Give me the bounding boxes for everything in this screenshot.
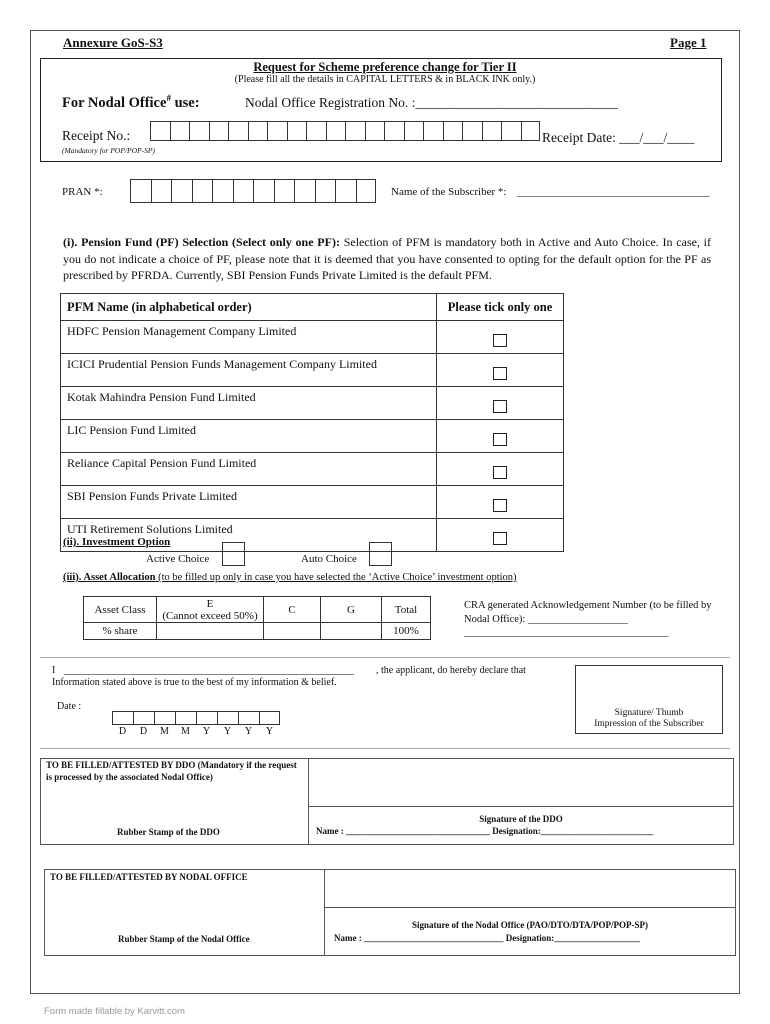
- share-row-label: % share: [84, 623, 157, 640]
- date-cells[interactable]: [112, 711, 280, 725]
- pran-digit-cell[interactable]: [130, 179, 151, 203]
- form-instruction: (Please fill all the details in CAPITAL LETTERS & in BLACK INK only.): [234, 74, 536, 85]
- receipt-label: Receipt No.:: [62, 128, 131, 143]
- auto-choice-checkbox[interactable]: [369, 542, 392, 566]
- receipt-digit-cell[interactable]: [443, 121, 463, 141]
- nodal-office-hdivider: [324, 907, 736, 908]
- pfm-name: SBI Pension Funds Private Limited: [61, 486, 437, 519]
- asset-class-header: Asset Class: [84, 597, 157, 623]
- declaration-i: I: [52, 665, 56, 676]
- equity-share-input[interactable]: [157, 623, 264, 640]
- active-choice-checkbox[interactable]: [222, 542, 245, 566]
- total-header: Total: [382, 597, 431, 623]
- nodal-office-name-field[interactable]: Name : _______________________________ Designation:___________________: [334, 933, 640, 943]
- receipt-digit-cell[interactable]: [287, 121, 307, 141]
- nodal-office-title: TO BE FILLED/ATTESTED BY NODAL OFFICE: [50, 872, 248, 882]
- receipt-digit-cell[interactable]: [326, 121, 346, 141]
- asset-allocation-heading: (iii). Asset Allocation (to be filled up only in case you have selected the ‘Active Choice’ investment option): [63, 572, 517, 583]
- pfm-checkbox[interactable]: [493, 466, 507, 479]
- pfm-name: HDFC Pension Management Company Limited: [61, 321, 437, 354]
- pfm-row: [61, 420, 564, 453]
- date-format-letter: D: [139, 726, 148, 737]
- corporate-share-input[interactable]: [264, 623, 321, 640]
- pfm-row: [61, 387, 564, 420]
- nodal-use-label: For Nodal Office# use:: [62, 93, 200, 111]
- ddo-title: TO BE FILLED/ATTESTED BY DDO (Mandatory if the request is processed by the associated Nodal Office): [46, 760, 297, 782]
- pran-cells[interactable]: [130, 179, 376, 203]
- receipt-digit-cell[interactable]: [306, 121, 326, 141]
- pfm-tick-cell: [437, 321, 564, 354]
- footer-credit: Form made fillable by Karvitt.com: [44, 1006, 185, 1017]
- date-format-letter: Y: [265, 726, 274, 737]
- pfm-row: [61, 486, 564, 519]
- pfm-name: UTI Retirement Solutions Limited: [61, 519, 437, 552]
- form-title: Request for Scheme preference change for Tier II: [253, 60, 517, 74]
- receipt-digit-cell[interactable]: [345, 121, 365, 141]
- pf-selection-heading: (i). Pension Fund (PF) Selection (Select only one PF):: [63, 235, 340, 249]
- declaration-name-field[interactable]: __________________________________________________________: [64, 665, 354, 676]
- page-number: Page 1: [670, 35, 707, 50]
- ddo-divider: [308, 758, 309, 845]
- pfm-checkbox[interactable]: [493, 334, 507, 347]
- annexure-label: Annexure GoS-S3: [63, 35, 163, 50]
- date-format-letter: M: [160, 726, 169, 737]
- pfm-table: [60, 293, 564, 552]
- pran-digit-cell[interactable]: [192, 179, 213, 203]
- corporate-header: C: [264, 597, 321, 623]
- nodal-office-divider: [324, 869, 325, 956]
- total-share-value: 100%: [382, 623, 431, 640]
- ddo-stamp: Rubber Stamp of the DDO: [117, 827, 220, 837]
- investment-option-heading: (ii). Investment Option: [63, 536, 171, 548]
- date-digit-cell[interactable]: [175, 711, 196, 725]
- pf-selection-paragraph: (i). Pension Fund (PF) Selection (Select only one PF): Selection of PFM is mandatory both in Active and Auto Choice. In case, if you do not indicate a choice of PF, please note that it is deemed that you have consented to opting for the default option for the PF as prescribed by PFRDA. Currently, SBI Pension Funds Private Limited is the default PFM.: [63, 235, 712, 282]
- pfm-checkbox[interactable]: [493, 532, 507, 545]
- pfm-checkbox[interactable]: [493, 367, 507, 380]
- cra-ack-line[interactable]: _______________________________________: [464, 627, 669, 638]
- pran-digit-cell[interactable]: [151, 179, 172, 203]
- receipt-digit-cell[interactable]: [267, 121, 287, 141]
- pfm-tick-cell: [437, 387, 564, 420]
- date-digit-cell[interactable]: [238, 711, 259, 725]
- subscriber-name-label: Name of the Subscriber *:: [391, 186, 507, 198]
- receipt-digit-cell[interactable]: [521, 121, 541, 141]
- pfm-name: Kotak Mahindra Pension Fund Limited: [61, 387, 437, 420]
- registration-field[interactable]: Nodal Office Registration No. :______________________________: [245, 95, 618, 110]
- pran-digit-cell[interactable]: [171, 179, 192, 203]
- receipt-note: (Mandatory for POP/POP-SP): [62, 146, 155, 155]
- date-digit-cell[interactable]: [196, 711, 217, 725]
- date-format-letter: Y: [202, 726, 211, 737]
- pran-digit-cell[interactable]: [274, 179, 295, 203]
- pran-digit-cell[interactable]: [294, 179, 315, 203]
- government-share-input[interactable]: [321, 623, 382, 640]
- subscriber-name-field[interactable]: ___________________________________: [517, 186, 710, 198]
- receipt-digit-cell[interactable]: [501, 121, 521, 141]
- date-format-letter: M: [181, 726, 190, 737]
- pfm-tick-cell: [437, 354, 564, 387]
- date-digit-cell[interactable]: [154, 711, 175, 725]
- date-digit-cell[interactable]: [133, 711, 154, 725]
- pfm-name: LIC Pension Fund Limited: [61, 420, 437, 453]
- pfm-checkbox[interactable]: [493, 433, 507, 446]
- date-digit-cell[interactable]: [217, 711, 238, 725]
- pfm-row: [61, 354, 564, 387]
- government-header: G: [321, 597, 382, 623]
- declaration-info: Information stated above is true to the best of my information & belief.: [52, 677, 337, 688]
- ddo-name-field[interactable]: Name : ________________________________ Designation:_________________________: [316, 826, 654, 836]
- pran-digit-cell[interactable]: [212, 179, 233, 203]
- pran-label: PRAN *:: [62, 186, 103, 198]
- equity-header: E (Cannot exceed 50%): [157, 597, 264, 623]
- pfm-name-header: PFM Name (in alphabetical order): [61, 294, 437, 321]
- pran-digit-cell[interactable]: [356, 179, 377, 203]
- declaration-applicant: , the applicant, do hereby declare that: [376, 665, 526, 676]
- pfm-tick-cell: [437, 486, 564, 519]
- nodal-office-stamp: Rubber Stamp of the Nodal Office: [118, 934, 250, 944]
- auto-choice-label: Auto Choice: [301, 553, 357, 565]
- pfm-name: Reliance Capital Pension Fund Limited: [61, 453, 437, 486]
- date-label: Date :: [57, 701, 82, 712]
- pfm-checkbox[interactable]: [493, 400, 507, 413]
- receipt-digit-cell[interactable]: [365, 121, 385, 141]
- pfm-tick-cell: [437, 453, 564, 486]
- asset-allocation-table: [83, 596, 431, 640]
- receipt-digit-cell[interactable]: [384, 121, 404, 141]
- receipt-digit-cell[interactable]: [209, 121, 229, 141]
- receipt-digit-cell[interactable]: [248, 121, 268, 141]
- pfm-row: [61, 321, 564, 354]
- receipt-digit-cell[interactable]: [189, 121, 209, 141]
- date-format-letter: Y: [244, 726, 253, 737]
- signature-thumb-caption: Signature/ Thumb Impression of the Subscriber: [594, 708, 704, 729]
- ddo-hdivider: [308, 806, 734, 807]
- pfm-name: ICICI Prudential Pension Funds Management Company Limited: [61, 354, 437, 387]
- receipt-digit-cell[interactable]: [150, 121, 170, 141]
- date-digit-cell[interactable]: [112, 711, 133, 725]
- nodal-office-signature: Signature of the Nodal Office (PAO/DTO/DTA/POP/POP-SP): [411, 920, 649, 930]
- cra-ack-field[interactable]: CRA generated Acknowledgement Number (to be filled by Nodal Office): ___________________: [464, 600, 712, 625]
- pran-digit-cell[interactable]: [335, 179, 356, 203]
- date-format-letter: Y: [223, 726, 232, 737]
- receipt-digit-cell[interactable]: [423, 121, 443, 141]
- date-format-letter: D: [118, 726, 127, 737]
- active-choice-label: Active Choice: [146, 553, 210, 565]
- pfm-tick-header: Please tick only one: [437, 294, 564, 321]
- pfm-tick-cell: [437, 420, 564, 453]
- receipt-date-field[interactable]: Receipt Date: ___/___/____: [542, 130, 695, 145]
- pran-digit-cell[interactable]: [233, 179, 254, 203]
- pfm-tick-cell: [437, 519, 564, 552]
- receipt-digit-cell[interactable]: [404, 121, 424, 141]
- receipt-digit-cell[interactable]: [462, 121, 482, 141]
- pran-digit-cell[interactable]: [253, 179, 274, 203]
- receipt-digit-cell[interactable]: [170, 121, 190, 141]
- receipt-digit-cell[interactable]: [228, 121, 248, 141]
- ddo-signature: Signature of the DDO: [479, 814, 563, 824]
- receipt-number-cells[interactable]: [150, 121, 540, 141]
- pran-digit-cell[interactable]: [315, 179, 336, 203]
- receipt-digit-cell[interactable]: [482, 121, 502, 141]
- pfm-row: [61, 453, 564, 486]
- date-digit-cell[interactable]: [259, 711, 280, 725]
- pfm-checkbox[interactable]: [493, 499, 507, 512]
- date-format-letters: [112, 726, 280, 737]
